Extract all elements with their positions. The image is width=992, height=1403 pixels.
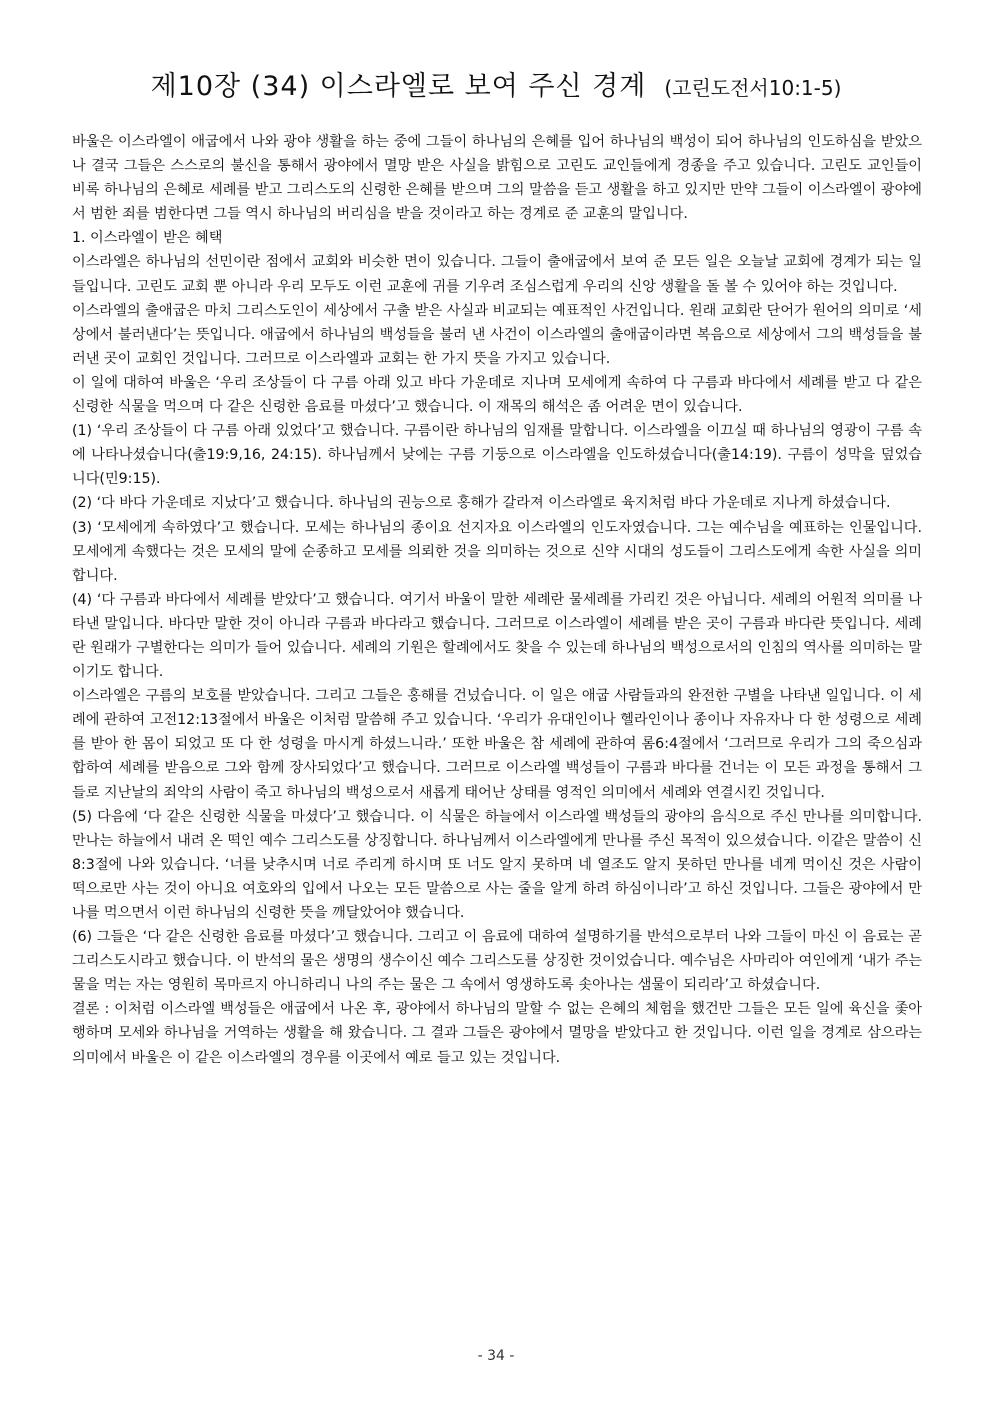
paragraph: 이스라엘은 구름의 보호를 받았습니다. 그리고 그들은 홍해를 건넜습니다. 이 일은 애굽 사람들과의 완전한 구별을 나타낸 일입니다. 이 세례에 관하여 고전12:13절에서 바울은 이처럼 말씀해 주고 있습니다. ‘우리가 유대인이나 헬라인이나 종이나 자유자나 다 한 성령으로 세례를 받아 한 몸이 되었고 또 다 한 성령을 마시게 하셨느니라.’ 또한 바울은 참 세례에 관하여 롬6:4절에서 ‘그러므로 우리가 그의 죽으심과 합하여 세례를 받음으로 그와 함께 장사되었다’고 했습니다. 그러므로 이스라엘 백성들이 구름과 바다를 건너는 이 모든 과정을 통해서 그들로 지난날의 죄악의 사람이 죽고 하나님의 백성으로서 새롭게 태어난 상태를 영적인 의미에서 세례와 연결시킨 것입니다. (72, 688, 922, 801)
paragraph: 이스라엘의 출애굽은 마치 그리스도인이 세상에서 구출 받은 사실과 비교되는 예표적인 사건입니다. 원래 교회란 단어가 원어의 의미로 ‘세상에서 불러낸다’는 뜻입니다. 애굽에서 하나님의 백성들을 불러 낸 사건이 이스라엘의 출애굽이라면 복음으로 세상에서 그의 백성들을 불러낸 곳이 교회인 것입니다. 그러므로 이스라엘과 교회는 한 가지 뜻을 가지고 있습니다. (72, 302, 922, 367)
paragraph: (2) ‘다 바다 가운데로 지났다’고 했습니다. 하나님의 권능으로 홍해가 갈라져 이스라엘로 육지처럼 바다 가운데로 지나게 하셨습니다. (72, 495, 891, 512)
paragraph: (5) 다음에 ‘다 같은 신령한 식물을 마셨다’고 했습니다. 이 식물은 하늘에서 이스라엘 백성들의 광야의 음식으로 주신 만나를 의미합니다. 만나는 하늘에서 내려 온 떡인 예수 그리스도를 상징합니다. 하나님께서 이스라엘에게 만나를 주신 목적이 있으셨습니다. 이같은 말씀이 신8:3절에 나와 있습니다. ‘너를 낮추시며 너로 주리게 하시며 또 너도 알지 못하며 네 열조도 알지 못하던 만나를 네게 먹이신 것은 사람이 떡으로만 사는 것이 아니요 여호와의 입에서 나오는 모든 말씀으로 사는 줄을 알게 하려 하심이니라’고 하신 것입니다. 그들은 광야에서 만나를 먹으면서 이런 하나님의 신령한 뜻을 깨달았어야 했습니다. (72, 808, 923, 921)
paragraph: (6) 그들은 ‘다 같은 신령한 음료를 마셨다’고 했습니다. 그리고 이 음료에 대하여 설명하기를 반석으로부터 나와 그들이 마신 이 음료는 곧 그리스도시라고 했습니다. 이 반석의 물은 생명의 생수이신 예수 그리스도를 상징한 것이었습니다. 예수님은 사마리아 여인에게 ‘내가 주는 물을 먹는 자는 영원히 목마르지 아니하리니 나의 주는 물은 그 속에서 영생하도록 솟아나는 샘물이 되리라’고 하셨습니다. (72, 929, 922, 994)
chapter-heading (0, 64, 992, 103)
paragraph: (3) ‘모세에게 속하였다’고 했습니다. 모세는 하나님의 종이요 선지자요 이스라엘의 인도자였습니다. 그는 예수님을 예표하는 인물입니다. 모세에게 속했다는 것은 모세의 말에 순종하고 모세를 의뢰한 것을 의미하는 것으로 신약 시대의 성도들이 그리스도에게 속한 사실을 의미합니다. (72, 519, 922, 584)
paragraph: (4) ‘다 구름과 바다에서 세례를 받았다’고 했습니다. 여기서 바울이 말한 세례란 물세례를 가리킨 것은 아닙니다. 세례의 어원적 의미를 나타낸 말입니다. 바다만 말한 것이 아니라 구름과 바다라고 했습니다. 그러므로 이스라엘이 세례를 받은 곳이 구름과 바다란 뜻입니다. 세례란 원래가 구별한다는 의미가 들어 있습니다. 세례의 기원은 할례에서도 찾을 수 있는데 하나님의 백성으로서의 인침의 역사를 의미하는 말이기도 합니다. (72, 591, 922, 681)
paragraph: 바울은 이스라엘이 애굽에서 나와 광야 생활을 하는 중에 그들이 하나님의 은혜를 입어 하나님의 백성이 되어 하나님의 인도하심을 받았으나 결국 그들은 스스로의 불신을 통해서 광야에서 멸망 받은 사실을 밝힘으로 고린도 교인들에게 경종을 주고 있습니다. 고린도 교인들이 비록 하나님의 은혜로 세례를 받고 그리스도의 신령한 은혜를 받으며 그의 말씀을 듣고 생활을 하고 있지만 만약 그들이 이스라엘이 광야에서 범한 죄를 범한다면 그들 역시 하나님의 버리심을 받을 것이라고 하는 경계로 준 교훈의 말입니다. (72, 134, 922, 223)
paragraph: 이스라엘은 하나님의 선민이란 점에서 교회와 비슷한 면이 있습니다. 그들이 출애굽에서 보여 준 모든 일은 오늘날 교회에 경계가 되는 일들입니다. 고린도 교회 뿐 아니라 우리 모두도 이런 교훈에 귀를 기우려 조심스럽게 우리의 신앙 생활을 돌 볼 수 있어야 하는 것입니다. (72, 254, 922, 295)
document-body (72, 130, 922, 1070)
conclusion-paragraph: 결론 : 이처럼 이스라엘 백성들은 애굽에서 나온 후, 광야에서 하나님의 말할 수 없는 은혜의 체험을 했건만 그들은 모든 일에 육신을 좇아 행하며 모세와 하나님을 거역하는 생활을 해 왔습니다. 그 결과 그들은 광야에서 멸망을 받았다고 한 것입니다. 이런 일을 경계로 삼으라는 의미에서 바울은 이 같은 이스라엘의 경우를 이곳에서 예로 들고 있는 것입니다. (72, 1001, 922, 1066)
paragraph: (1) ‘우리 조상들이 다 구름 아래 있었다’고 했습니다. 구름이란 하나님의 임재를 말합니다. 이스라엘을 이끄실 때 하나님의 영광이 구름 속에 나타나셨습니다(출19:9,16, 24:15). 하나님께서 낮에는 구름 기둥으로 이스라엘을 인도하셨습니다(출14:19). 구름이 성막을 덮었습니다(민9:15). (72, 423, 922, 488)
paragraph: 이 일에 대하여 바울은 ‘우리 조상들이 다 구름 아래 있고 바다 가운데로 지나며 모세에게 속하여 다 구름과 바다에서 세례를 받고 다 같은 신령한 식물을 먹으며 다 같은 신령한 음료를 마셨다’고 했습니다. 이 재목의 해석은 좀 어려운 면이 있습니다. (72, 374, 922, 416)
chapter-title: 제10장 (34) 이스라엘로 보여 주신 경계 (150, 71, 647, 102)
section-heading: 1. 이스라엘이 받은 혜택 (72, 230, 223, 247)
scripture-reference: (고린도전서10:1-5) (664, 76, 842, 100)
page-number: - 34 - (477, 1348, 515, 1364)
